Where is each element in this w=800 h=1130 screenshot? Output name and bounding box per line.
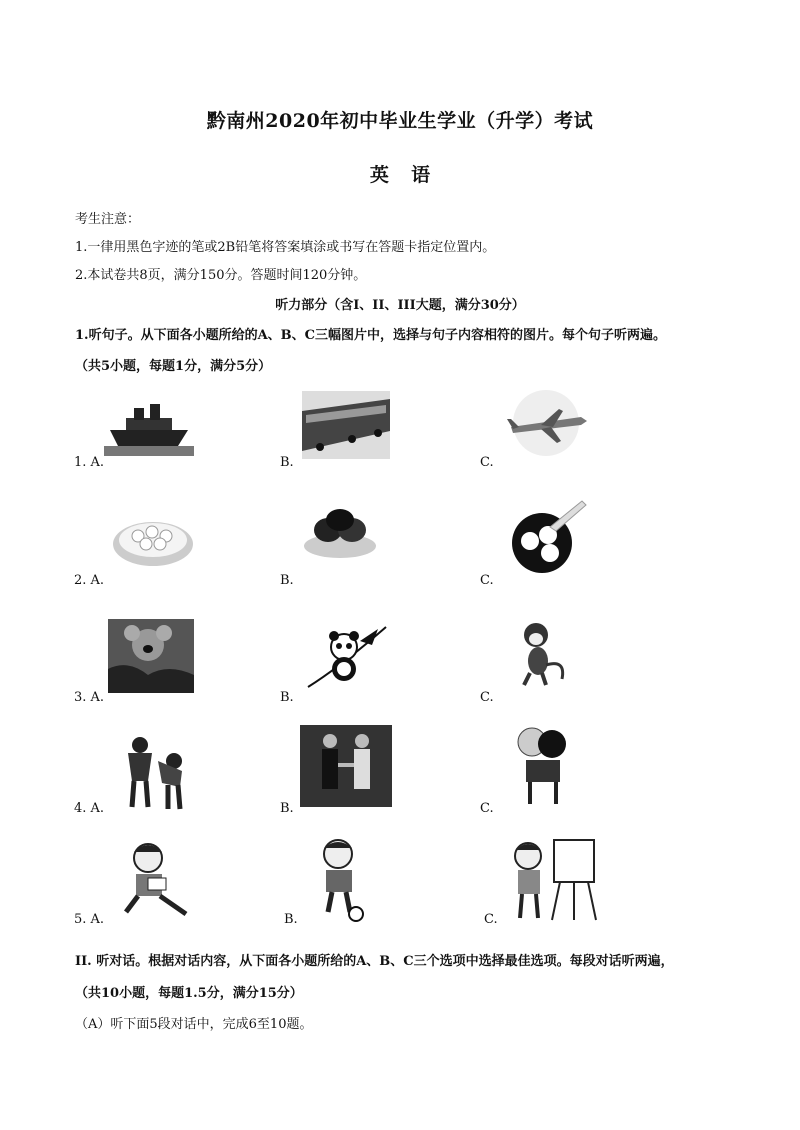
ship-icon <box>104 388 194 458</box>
koala-icon <box>108 619 194 693</box>
painting-boy-icon <box>504 830 604 922</box>
part1-instruction: 1.听句子。从下面各小题所给的A、B、C三幅图片中，选择与句子内容相符的图片。每个句子听两遍。 <box>75 328 666 343</box>
q2-option-a-label: 2. A. <box>74 573 105 588</box>
part1-note: （共5小题，每题1分，满分5分） <box>75 359 272 374</box>
part2-sub-instruction: （A）听下面5段对话中，完成6至10题。 <box>75 1017 313 1032</box>
mooncakes-icon <box>300 500 380 562</box>
dumplings-icon <box>108 500 198 572</box>
q2-option-b-label: B. <box>280 573 294 588</box>
notice-item-1: 1.一律用黑色字迹的笔或2B铅笔将答案填涂或书写在答题卡指定位置内。 <box>75 240 496 255</box>
subject-title: 英 语 <box>369 164 431 186</box>
bowing-icon <box>108 731 198 811</box>
exam-title: 黔南州2020年初中毕业生学业（升学）考试 <box>206 110 594 132</box>
airplane-icon <box>501 389 591 457</box>
rice-balls-icon <box>500 497 590 573</box>
notice-item-2: 2.本试卷共8页，满分150分。答题时间120分钟。 <box>75 268 367 283</box>
q1-option-c-label: C. <box>480 455 494 470</box>
q3-option-a-label: 3. A. <box>74 690 105 705</box>
q5-option-c-label: C. <box>484 912 498 927</box>
q2-option-c-label: C. <box>480 573 494 588</box>
reading-boy-icon <box>112 838 200 922</box>
q3-option-b-label: B. <box>280 690 294 705</box>
q1-option-a-label: 1. A. <box>74 455 105 470</box>
q4-option-a-label: 4. A. <box>74 801 105 816</box>
notice-heading: 考生注意： <box>75 212 141 227</box>
q5-option-b-label: B. <box>284 912 298 927</box>
soccer-boy-icon <box>306 836 376 924</box>
q4-option-b-label: B. <box>280 801 294 816</box>
handshake-icon <box>300 725 392 807</box>
hug-icon <box>508 724 578 808</box>
q4-option-c-label: C. <box>480 801 494 816</box>
q3-option-c-label: C. <box>480 690 494 705</box>
q1-option-b-label: B. <box>280 455 294 470</box>
panda-icon <box>300 617 390 693</box>
part2-instruction: II. 听对话。根据对话内容，从下面各小题所给的A、B、C三个选项中选择最佳选项。每段对话听两遍， <box>75 954 674 969</box>
listening-heading: 听力部分（含I、II、III大题，满分30分） <box>275 298 525 313</box>
q5-option-a-label: 5. A. <box>74 912 105 927</box>
monkey-icon <box>512 619 572 687</box>
train-icon <box>302 391 390 459</box>
part2-note: （共10小题，每题1.5分，满分15分） <box>75 986 303 1001</box>
